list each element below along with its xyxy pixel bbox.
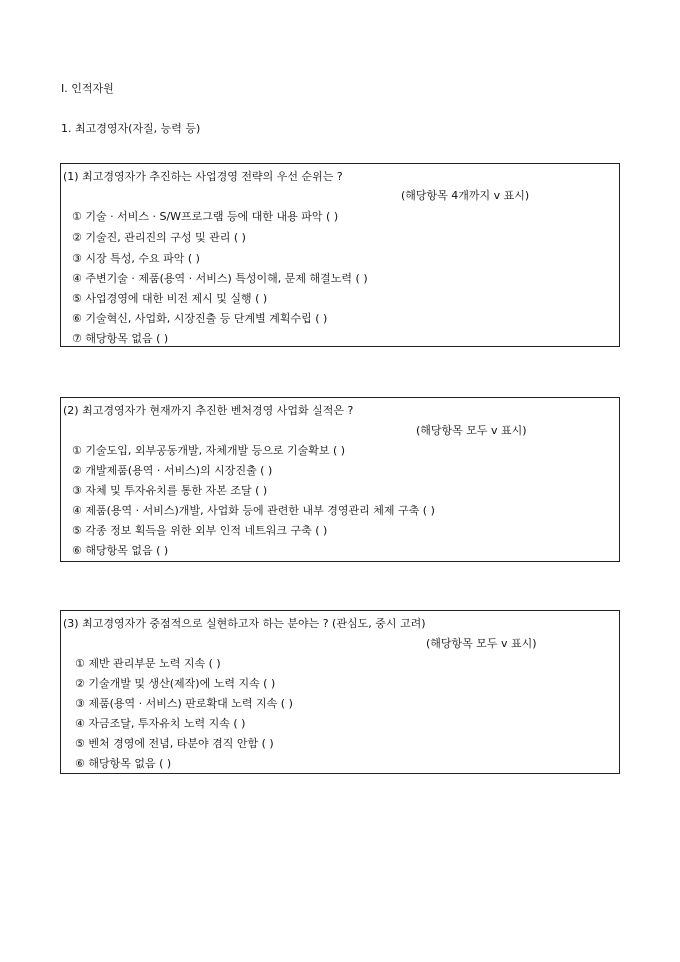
- question-text: (1) 최고경영자가 추진하는 사업경영 전략의 우선 순위는 ?: [63, 170, 343, 183]
- selection-note: (해당항목 모두 v 표시): [416, 424, 527, 437]
- question-box-1: [60, 163, 620, 347]
- option-item: ② 기술진, 관리진의 구성 및 관리 ( ): [72, 231, 246, 244]
- option-item: ④ 주변기술 · 제품(용역 · 서비스) 특성이해, 문제 해결노력 ( ): [72, 272, 368, 285]
- option-item: ③ 자체 및 투자유치를 통한 자본 조달 ( ): [72, 484, 268, 497]
- question-text: (2) 최고경영자가 현재까지 추진한 벤처경영 사업화 실적은 ?: [63, 404, 354, 417]
- option-item: ③ 시장 특성, 수요 파악 ( ): [72, 252, 200, 265]
- option-item: ⑤ 벤처 경영에 전념, 타분야 겸직 안함 ( ): [75, 737, 274, 750]
- option-item: ① 기술 · 서비스 · S/W프로그램 등에 대한 내용 파악 ( ): [72, 210, 339, 223]
- selection-note: (해당항목 4개까지 v 표시): [401, 189, 530, 202]
- option-item: ⑥ 기술혁신, 사업화, 시장진출 등 단계별 계획수립 ( ): [72, 312, 328, 325]
- option-item: ② 기술개발 및 생산(제작)에 노력 지속 ( ): [75, 677, 276, 690]
- option-item: ⑥ 해당항목 없음 ( ): [72, 544, 169, 557]
- option-item: ⑤ 각종 정보 획득을 위한 외부 인적 네트워크 구축 ( ): [72, 524, 328, 537]
- section-subtitle: 1. 최고경영자(자질, 능력 등): [61, 122, 201, 135]
- option-item: ④ 제품(용역 · 서비스)개발, 사업화 등에 관련한 내부 경영관리 체제 구축 ( ): [72, 504, 435, 517]
- selection-note: (해당항목 모두 v 표시): [426, 637, 537, 650]
- option-item: ① 기술도입, 외부공동개발, 자체개발 등으로 기술확보 ( ): [72, 444, 346, 457]
- section-title: Ⅰ. 인적자원: [61, 82, 114, 95]
- option-item: ③ 제품(용역 · 서비스) 판로확대 노력 지속 ( ): [75, 697, 293, 710]
- option-item: ⑦ 해당항목 없음 ( ): [72, 332, 169, 345]
- option-item: ④ 자금조달, 투자유치 노력 지속 ( ): [75, 717, 246, 730]
- option-item: ② 개발제품(용역 · 서비스)의 시장진출 ( ): [72, 464, 273, 477]
- option-item: ⑤ 사업경영에 대한 비전 제시 및 실행 ( ): [72, 292, 268, 305]
- question-box-2: [60, 397, 620, 562]
- question-box-3: [60, 610, 620, 774]
- option-item: ① 제반 관리부문 노력 지속 ( ): [75, 657, 221, 670]
- question-text: (3) 최고경영자가 중점적으로 실현하고자 하는 분야는 ? (관심도, 중시 고려): [63, 617, 426, 630]
- option-item: ⑥ 해당항목 없음 ( ): [75, 757, 172, 770]
